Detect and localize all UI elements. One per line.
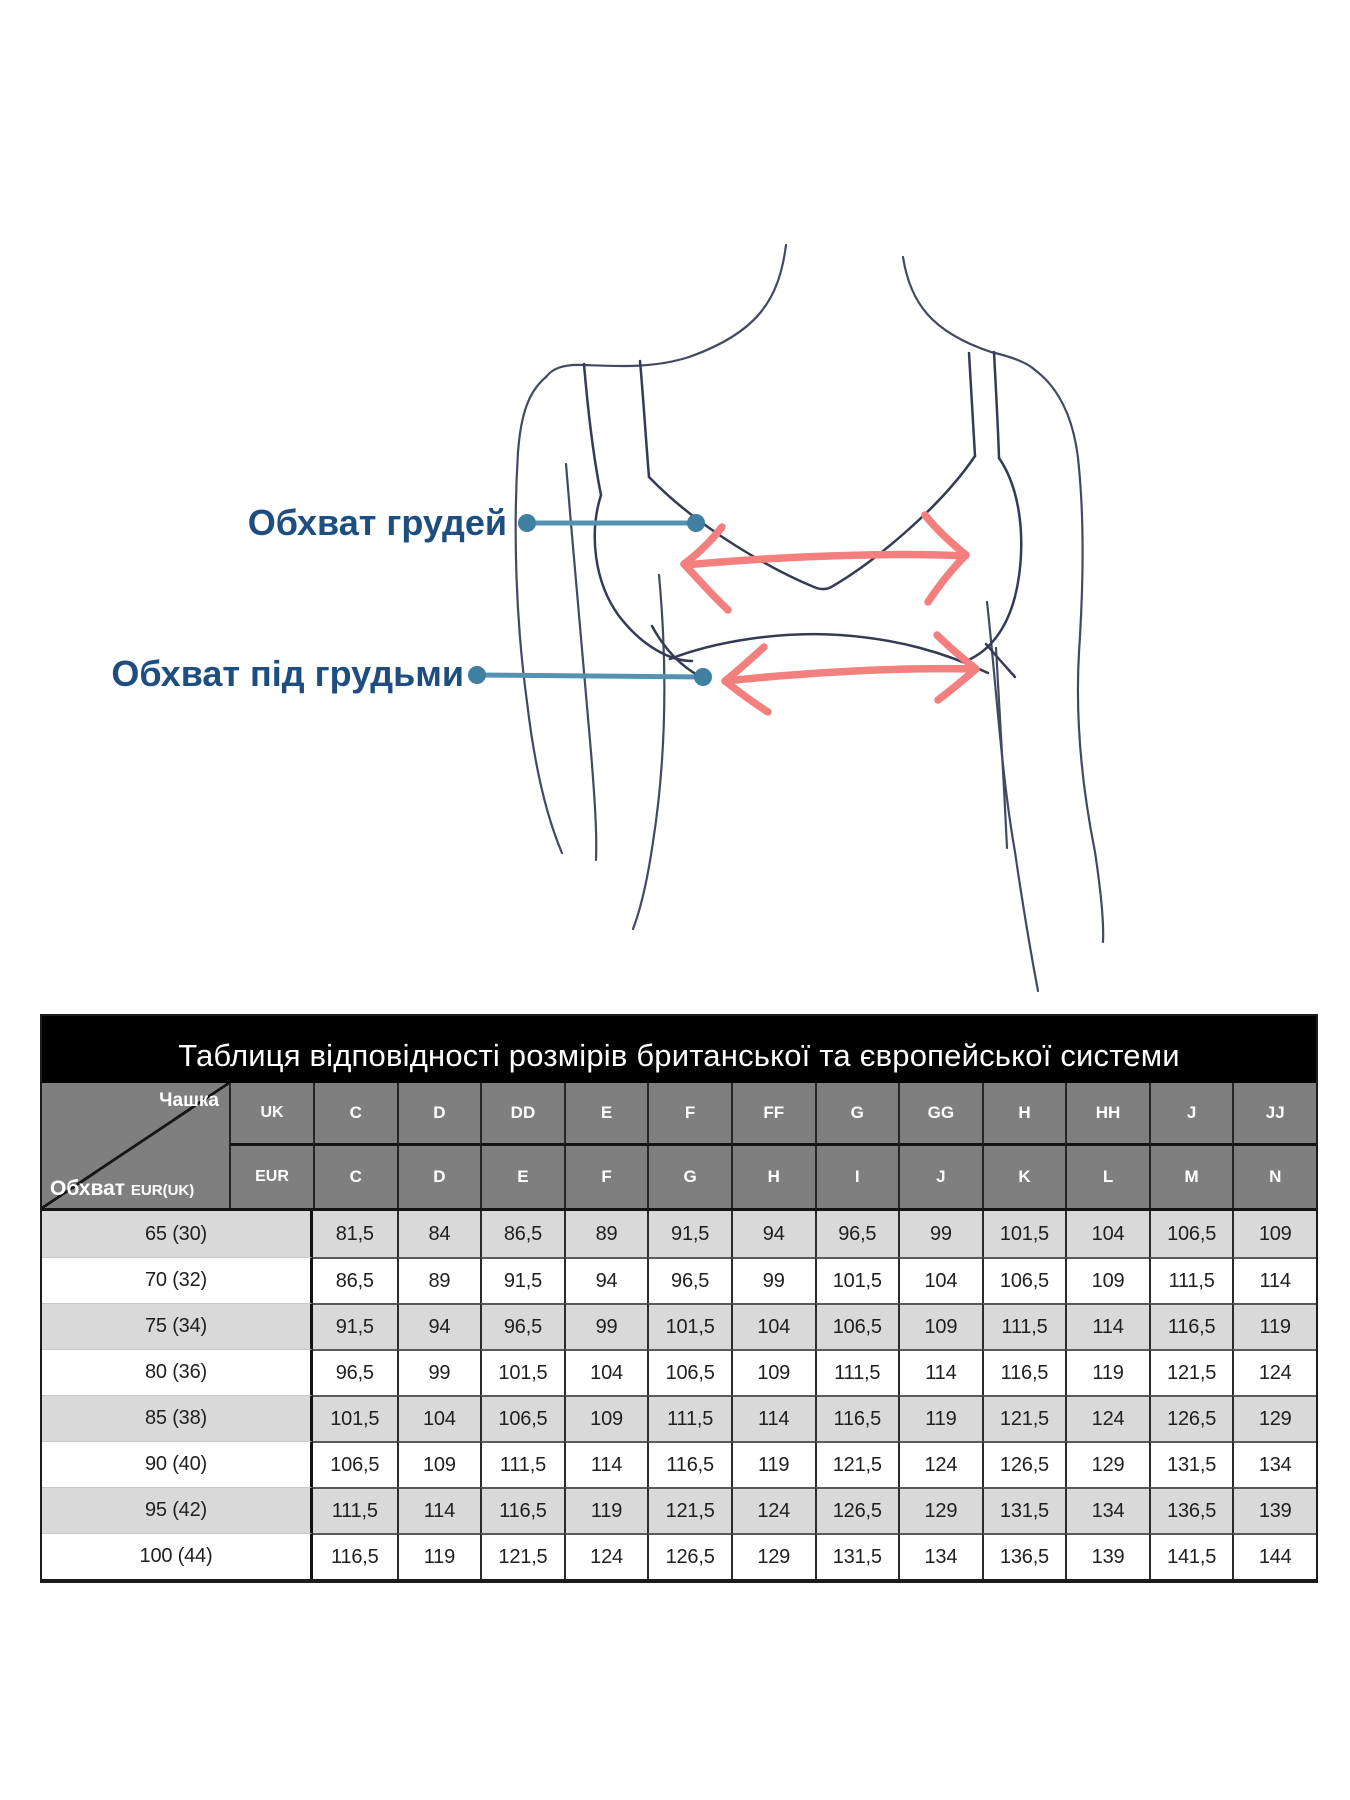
size-value-cell: 91,5 (647, 1211, 731, 1257)
size-value-cell: 119 (898, 1395, 982, 1441)
underband-right-lower-line (986, 644, 1015, 677)
connector-dot (468, 666, 486, 684)
size-value-cell: 96,5 (815, 1211, 899, 1257)
size-table-body (42, 1211, 1316, 1579)
size-value-cell: 109 (1232, 1211, 1316, 1257)
uk-cup-cell: C (313, 1083, 397, 1146)
size-value-cell: 106,5 (647, 1349, 731, 1395)
corner-band-label: Обхват EUR(UK) (50, 1177, 195, 1200)
size-value-cell: 141,5 (1149, 1533, 1233, 1579)
size-value-cell: 134 (1065, 1487, 1149, 1533)
connector-dot (694, 668, 712, 686)
size-value-cell: 139 (1232, 1487, 1316, 1533)
size-value-cell: 106,5 (313, 1441, 397, 1487)
uk-system-label: UK (229, 1083, 313, 1146)
size-value-cell: 119 (1232, 1303, 1316, 1349)
size-value-cell: 109 (731, 1349, 815, 1395)
size-value-cell: 126,5 (1149, 1395, 1233, 1441)
eur-cup-cell: D (397, 1146, 481, 1208)
size-value-cell: 91,5 (313, 1303, 397, 1349)
corner-cell (42, 1083, 229, 1208)
size-value-cell: 86,5 (480, 1211, 564, 1257)
uk-cup-cell: DD (480, 1083, 564, 1146)
size-value-cell: 116,5 (815, 1395, 899, 1441)
size-value-cell: 109 (1065, 1257, 1149, 1303)
size-value-cell: 89 (397, 1257, 481, 1303)
band-row-label: 75 (34) (42, 1303, 313, 1349)
bust-label: Обхват грудей (247, 502, 507, 543)
size-value-cell: 104 (898, 1257, 982, 1303)
underbust-connector-line (468, 666, 712, 686)
size-value-cell: 111,5 (313, 1487, 397, 1533)
eur-cup-cell: N (1232, 1146, 1316, 1208)
size-value-cell: 96,5 (647, 1257, 731, 1303)
uk-cup-cell: HH (1065, 1083, 1149, 1146)
eur-cup-cell: E (480, 1146, 564, 1208)
size-value-cell: 101,5 (313, 1395, 397, 1441)
uk-cup-cell: E (564, 1083, 648, 1146)
size-value-cell: 139 (1065, 1533, 1149, 1579)
size-value-cell: 131,5 (1149, 1441, 1233, 1487)
size-value-cell: 86,5 (313, 1257, 397, 1303)
size-value-cell: 114 (898, 1349, 982, 1395)
cup-left-outline (595, 495, 692, 661)
size-value-cell: 94 (397, 1303, 481, 1349)
band-row-label: 100 (44) (42, 1533, 313, 1579)
size-value-cell: 116,5 (480, 1487, 564, 1533)
size-value-cell: 99 (397, 1349, 481, 1395)
strap-right-outer-line (994, 352, 999, 458)
cup-right-outline (966, 458, 1021, 661)
size-value-cell: 111,5 (480, 1441, 564, 1487)
table-title: Таблиця відповідності розмірів британської та європейської системи (42, 1016, 1316, 1083)
arm-right-outer-line (1035, 370, 1103, 942)
size-value-cell: 129 (731, 1533, 815, 1579)
size-value-cell: 116,5 (982, 1349, 1066, 1395)
size-value-cell: 126,5 (647, 1533, 731, 1579)
underbust-arrow-icon (725, 635, 976, 712)
band-row-label: 80 (36) (42, 1349, 313, 1395)
band-row-label: 85 (38) (42, 1395, 313, 1441)
torso-outline (516, 245, 1104, 991)
size-value-cell: 126,5 (815, 1487, 899, 1533)
eur-cup-cell: J (898, 1146, 982, 1208)
size-value-cell: 106,5 (982, 1257, 1066, 1303)
bust-connector-line (518, 514, 705, 532)
size-value-cell: 121,5 (982, 1395, 1066, 1441)
eur-cup-cell: L (1065, 1146, 1149, 1208)
cup-header-grid (42, 1083, 1316, 1211)
eur-cup-cell: I (815, 1146, 899, 1208)
size-value-cell: 129 (1232, 1395, 1316, 1441)
size-value-cell: 124 (1232, 1349, 1316, 1395)
bust-arrow-icon (684, 515, 966, 610)
band-row-label: 95 (42) (42, 1487, 313, 1533)
size-value-cell: 101,5 (480, 1349, 564, 1395)
uk-cup-cell: H (982, 1083, 1066, 1146)
size-value-cell: 96,5 (480, 1303, 564, 1349)
uk-cup-cell: JJ (1232, 1083, 1316, 1146)
band-row-label: 65 (30) (42, 1211, 313, 1257)
size-value-cell: 109 (898, 1303, 982, 1349)
size-value-cell: 106,5 (1149, 1211, 1233, 1257)
strap-right-inner-line (969, 353, 975, 456)
eur-cup-cell: C (313, 1146, 397, 1208)
size-value-cell: 119 (564, 1487, 648, 1533)
size-value-cell: 136,5 (1149, 1487, 1233, 1533)
size-value-cell: 124 (1065, 1395, 1149, 1441)
size-value-cell: 124 (898, 1441, 982, 1487)
size-value-cell: 119 (397, 1533, 481, 1579)
size-value-cell: 101,5 (982, 1211, 1066, 1257)
uk-cup-cell: D (397, 1083, 481, 1146)
size-value-cell: 109 (564, 1395, 648, 1441)
size-value-cell: 121,5 (815, 1441, 899, 1487)
corner-cup-label: Чашка (159, 1090, 219, 1111)
eur-cup-cell: F (564, 1146, 648, 1208)
size-value-cell: 131,5 (982, 1487, 1066, 1533)
size-value-cell: 114 (731, 1395, 815, 1441)
size-value-cell: 96,5 (313, 1349, 397, 1395)
strap-left-outer-line (584, 364, 601, 495)
shoulder-left-line (546, 357, 689, 377)
size-value-cell: 94 (564, 1257, 648, 1303)
underbust-label: Обхват під грудьми (111, 653, 464, 694)
size-value-cell: 81,5 (313, 1211, 397, 1257)
size-value-cell: 104 (731, 1303, 815, 1349)
size-value-cell: 111,5 (815, 1349, 899, 1395)
bra-outline (584, 352, 1021, 680)
neck-right-line (903, 257, 991, 352)
size-value-cell: 99 (564, 1303, 648, 1349)
size-value-cell: 89 (564, 1211, 648, 1257)
size-value-cell: 121,5 (1149, 1349, 1233, 1395)
size-value-cell: 116,5 (313, 1533, 397, 1579)
size-value-cell: 134 (898, 1533, 982, 1579)
size-value-cell: 131,5 (815, 1533, 899, 1579)
size-value-cell: 101,5 (647, 1303, 731, 1349)
eur-cup-cell: G (647, 1146, 731, 1208)
eur-cup-cell: K (982, 1146, 1066, 1208)
size-value-cell: 101,5 (815, 1257, 899, 1303)
size-value-cell: 121,5 (480, 1533, 564, 1579)
uk-cup-cell: G (815, 1083, 899, 1146)
eur-system-label: EUR (229, 1146, 313, 1208)
size-value-cell: 114 (397, 1487, 481, 1533)
size-value-cell: 104 (1065, 1211, 1149, 1257)
size-value-cell: 124 (731, 1487, 815, 1533)
size-value-cell: 116,5 (647, 1441, 731, 1487)
uk-cup-cell: F (647, 1083, 731, 1146)
size-value-cell: 114 (564, 1441, 648, 1487)
strap-left-inner-line (640, 361, 649, 477)
connector-dot (518, 514, 536, 532)
size-value-cell: 114 (1065, 1303, 1149, 1349)
size-value-cell: 84 (397, 1211, 481, 1257)
size-value-cell: 129 (1065, 1441, 1149, 1487)
size-value-cell: 129 (898, 1487, 982, 1533)
size-value-cell: 91,5 (480, 1257, 564, 1303)
size-value-cell: 111,5 (982, 1303, 1066, 1349)
size-value-cell: 106,5 (480, 1395, 564, 1441)
size-value-cell: 136,5 (982, 1533, 1066, 1579)
size-value-cell: 134 (1232, 1441, 1316, 1487)
eur-cup-cell: H (731, 1146, 815, 1208)
size-value-cell: 104 (397, 1395, 481, 1441)
size-value-cell: 121,5 (647, 1487, 731, 1533)
neck-left-line (689, 245, 786, 357)
size-value-cell: 116,5 (1149, 1303, 1233, 1349)
size-value-cell: 126,5 (982, 1441, 1066, 1487)
size-value-cell: 106,5 (815, 1303, 899, 1349)
size-conversion-table (40, 1014, 1318, 1583)
size-value-cell: 109 (397, 1441, 481, 1487)
size-value-cell: 111,5 (1149, 1257, 1233, 1303)
size-value-cell: 144 (1232, 1533, 1316, 1579)
eur-cup-cell: M (1149, 1146, 1233, 1208)
band-row-label: 90 (40) (42, 1441, 313, 1487)
uk-cup-cell: FF (731, 1083, 815, 1146)
size-value-cell: 111,5 (647, 1395, 731, 1441)
torso-left-line (633, 575, 664, 929)
size-value-cell: 104 (564, 1349, 648, 1395)
band-row-label: 70 (32) (42, 1257, 313, 1303)
uk-cup-cell: J (1149, 1083, 1233, 1146)
size-value-cell: 114 (1232, 1257, 1316, 1303)
size-value-cell: 119 (731, 1441, 815, 1487)
size-value-cell: 99 (898, 1211, 982, 1257)
arm-left-outer-line (516, 377, 562, 853)
size-value-cell: 94 (731, 1211, 815, 1257)
connector-dot (687, 514, 705, 532)
size-value-cell: 99 (731, 1257, 815, 1303)
size-value-cell: 119 (1065, 1349, 1149, 1395)
torso-right-line (987, 602, 1038, 991)
size-value-cell: 124 (564, 1533, 648, 1579)
shoulder-right-line (991, 352, 1035, 370)
uk-cup-cell: GG (898, 1083, 982, 1146)
